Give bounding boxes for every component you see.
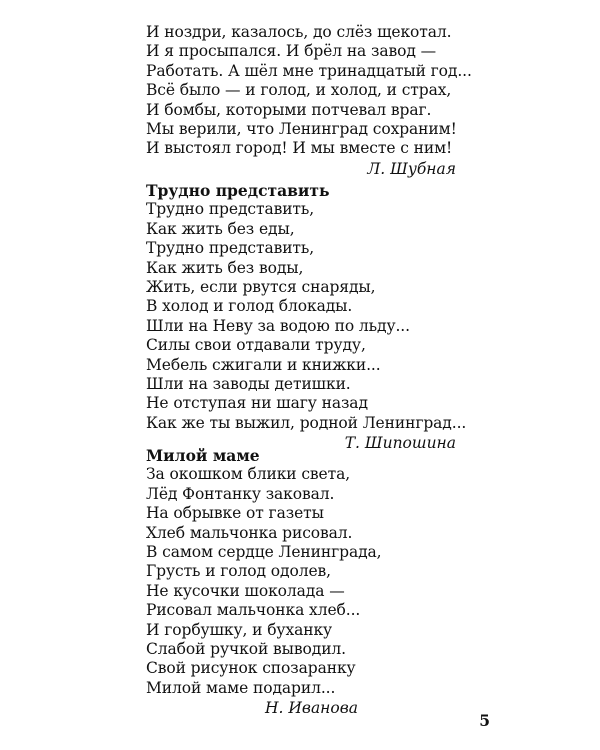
poem-line: Милой маме подарил... — [146, 678, 336, 697]
poem-line: Как жить без еды, — [146, 219, 295, 238]
poem-line: Как же ты выжил, родной Ленинград... — [146, 413, 467, 432]
poem-line: Работать. А шёл мне тринадцатый год... — [146, 61, 472, 80]
poem-line: Не кусочки шоколада — — [146, 581, 345, 600]
poem-line: Мебель сжигали и книжки... — [146, 355, 381, 374]
poem-line: Хлеб мальчонка рисовал. — [146, 523, 353, 542]
poem-author: Л. Шубная — [367, 159, 456, 178]
poem-title: Милой маме — [146, 446, 260, 465]
poem-line: Трудно представить, — [146, 200, 315, 219]
poem-line: Шли на заводы детишки. — [146, 374, 351, 393]
poem-line: Как жить без воды, — [146, 258, 304, 277]
poem-title: Трудно представить — [146, 181, 330, 200]
poem-line: Не отступая ни шагу назад — [146, 394, 368, 413]
poem-line: И бомбы, которыми потчевал враг. — [146, 100, 432, 119]
poem-author: Н. Иванова — [265, 699, 358, 718]
poem-trudno-predstavit — [146, 181, 467, 453]
poem-line: В самом сердце Ленинграда, — [146, 542, 382, 561]
poem-line: И горбушку, и буханку — [146, 620, 333, 639]
poem-line: За окошком блики света, — [146, 465, 351, 484]
poem-line: Свой рисунок спозаранку — [146, 659, 356, 678]
poem-line: В холод и голод блокады. — [146, 297, 353, 316]
poem-line: И я просыпался. И брёл на завод — — [146, 42, 437, 61]
poem-line: Слабой ручкой выводил. — [146, 639, 347, 658]
poem-line: Жить, если рвутся снаряды, — [146, 277, 376, 296]
poem-line: Рисовал мальчонка хлеб... — [146, 601, 361, 620]
poem-line: Мы верили, что Ленинград сохраним! — [146, 119, 457, 138]
page-number: 5 — [479, 711, 490, 730]
poem-line: Трудно представить, — [146, 239, 315, 258]
poem-author: Т. Шипошина — [344, 434, 456, 453]
poem-line: И выстоял город! И мы вместе с ним! — [146, 139, 453, 158]
poem-line: Грусть и голод одолев, — [146, 562, 331, 581]
poem-shubnaya — [146, 23, 472, 179]
poem-line: Всё было — и голод, и холод, и страх, — [146, 81, 452, 100]
poem-line: Шли на Неву за водою по льду... — [146, 316, 410, 335]
poem-line: Лёд Фонтанку заковал. — [146, 484, 335, 503]
poem-line: На обрывке от газеты — [146, 504, 324, 523]
poem-line: И ноздри, казалось, до слёз щекотал. — [146, 23, 452, 41]
poem-line: Силы свои отдавали труду, — [146, 336, 366, 355]
poem-miloy-mame — [146, 446, 382, 718]
